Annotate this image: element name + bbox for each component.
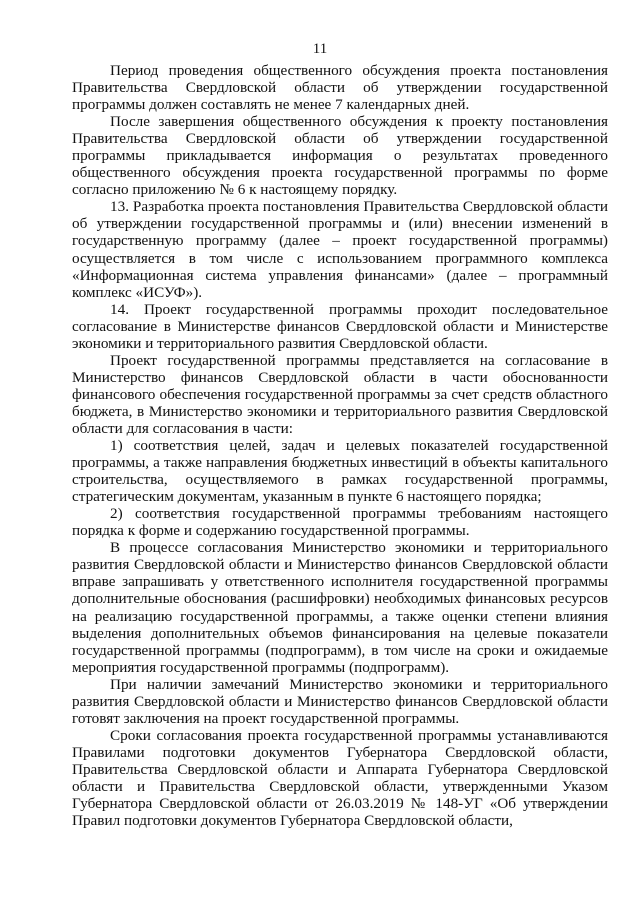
paragraph-after-discussion: После завершения общественного обсуждения к проекту постановления Правительства Свердловской области об утверждении государственной программы прикладывается информация о результатах проведенного общественного обсуждения проекта государственной программы по форме согласно приложению № 6 к настоящему порядку. (72, 113, 608, 199)
paragraph-remarks: При наличии замечаний Министерство экономики и территориального развития Свердловской области и Министерство финансов Свердловской области готовят заключения на проект государственной программы. (72, 675, 608, 727)
paragraph-approval-deadlines: Сроки согласования проекта государственной программы устанавливаются Правилами подготовки документов Губернатора Свердловской области, Правительства Свердловской области и Аппарата Губернатора Свердловской области и Правительства Свердловской области, утвержденными Указом Губернатора Свердловской области от 26.03.2019 № 148-УГ «Об утверждении Правил подготовки документов Губернатора Свердловской области, (72, 726, 608, 830)
paragraph-approval-submission: Проект государственной программы представляется на согласование в Министерство финансов Свердловской области в части обоснованности финансового обеспечения государственной программы за счет средств областного бюджета, в Министерство экономики и территориального развития Свердловской области для согласования в части: (72, 351, 608, 437)
paragraph-item-13: 13. Разработка проекта постановления Правительства Свердловской области об утверждении государственной программы и (или) внесении изменений в государственную программу (далее – проект государственной программы) осуществляется в том числе с использованием программного комплекса «Информационная система управления финансами» (далее – программный комплекс «ИСУФ»). (72, 198, 608, 301)
paragraph-subitem-1: 1) соответствия целей, задач и целевых показателей государственной программы, а также направления бюджетных инвестиций в объекты капитального строительства, осуществляемого в рамках государственной программы, стратегическим документам, указанным в пункте 6 настоящего порядка; (72, 437, 608, 506)
document-body (72, 62, 608, 829)
paragraph-discussion-period: Период проведения общественного обсуждения проекта постановления Правительства Свердловской области об утверждении государственной программы должен составлять не менее 7 календарных дней. (72, 62, 608, 114)
paragraph-approval-process: В процессе согласования Министерство экономики и территориального развития Свердловской области и Министерство финансов Свердловской области вправе запрашивать у ответственного исполнителя государственной программы дополнительные обоснования (расшифровки) необходимых финансовых ресурсов на реализацию государственной программы, а также оценки степени влияния выделения дополнительных объемов финансирования на целевые показатели государственной программы (подпрограмм), в том числе на сроки и ожидаемые мероприятия государственной программы (подпрограмм). (72, 539, 608, 676)
page-number: 11 (312, 41, 328, 57)
paragraph-subitem-2: 2) соответствия государственной программы требованиям настоящего порядка к форме и содержанию государственной программы. (72, 505, 608, 540)
paragraph-item-14: 14. Проект государственной программы проходит последовательное согласование в Министерстве финансов Свердловской области и Министерстве экономики и территориального развития Свердловской области. (72, 300, 608, 352)
